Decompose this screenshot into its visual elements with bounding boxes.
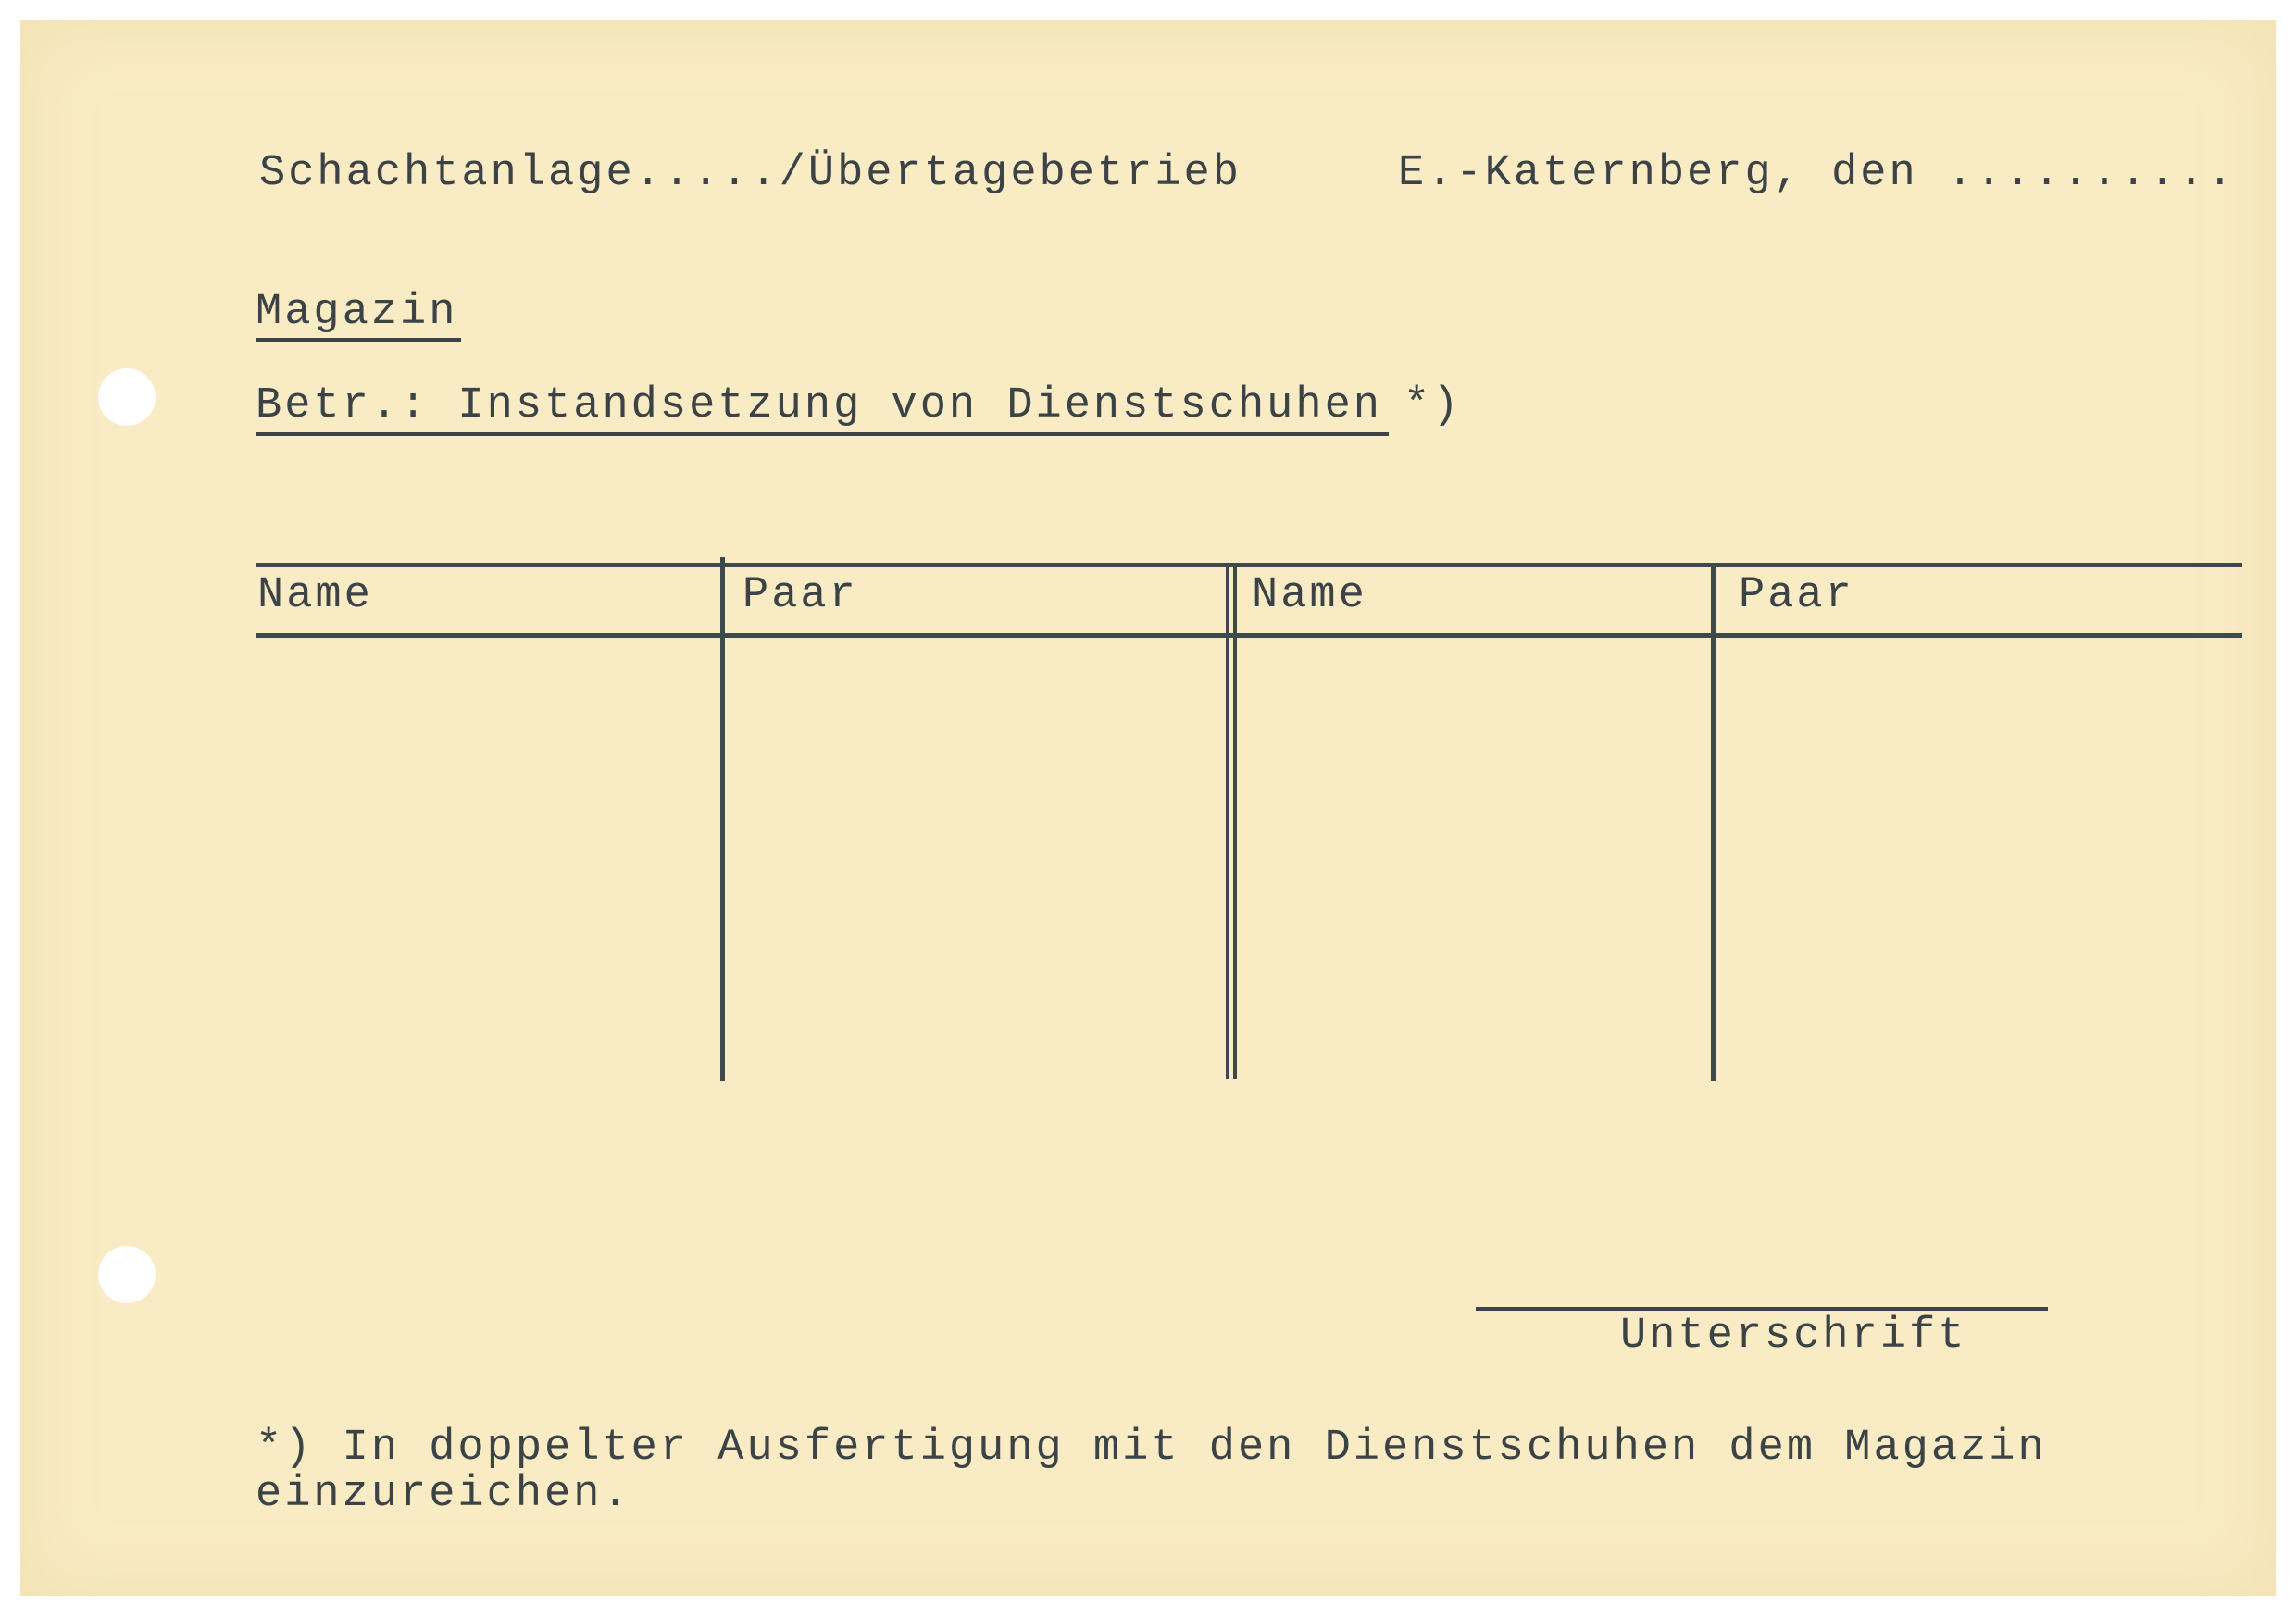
footnote-line-1: *) In doppelter Ausfertigung mit den Dienstschuhen dem Magazin bbox=[256, 1424, 2047, 1473]
punch-hole-bottom bbox=[98, 1246, 156, 1303]
table-column-divider-1 bbox=[720, 557, 725, 1081]
recipient-heading: Magazin bbox=[256, 288, 458, 337]
table-column-divider-3 bbox=[1711, 563, 1716, 1081]
header-right-text: E.-Katernberg, den .......... bbox=[1398, 149, 2236, 198]
table-header-rule bbox=[256, 633, 2242, 638]
table-column-divider-2b bbox=[1233, 563, 1237, 1079]
subject-line-text: Betr.: Instandsetzung von Dienstschuhen bbox=[256, 381, 1382, 430]
footnote-line-2: einzureichen. bbox=[256, 1470, 631, 1519]
form-sheet bbox=[20, 20, 2276, 1596]
subject-footnote-mark: *) bbox=[1404, 381, 1462, 430]
table-header-paar-1: Paar bbox=[742, 571, 858, 620]
table-header-name-2: Name bbox=[1252, 571, 1367, 620]
signature-line bbox=[1476, 1307, 2048, 1311]
punch-hole-top bbox=[98, 368, 156, 426]
table-top-rule bbox=[256, 563, 2242, 567]
table-header-paar-2: Paar bbox=[1739, 571, 1854, 620]
table-header-name-1: Name bbox=[257, 571, 373, 620]
subject-underline bbox=[256, 432, 1389, 436]
signature-label: Unterschrift bbox=[1620, 1312, 1967, 1361]
table-column-divider-2a bbox=[1226, 563, 1229, 1079]
footnote bbox=[256, 1425, 2047, 1518]
recipient-underline bbox=[256, 338, 461, 342]
header-left-text: Schachtanlage...../Übertagebetrieb bbox=[259, 149, 1242, 198]
